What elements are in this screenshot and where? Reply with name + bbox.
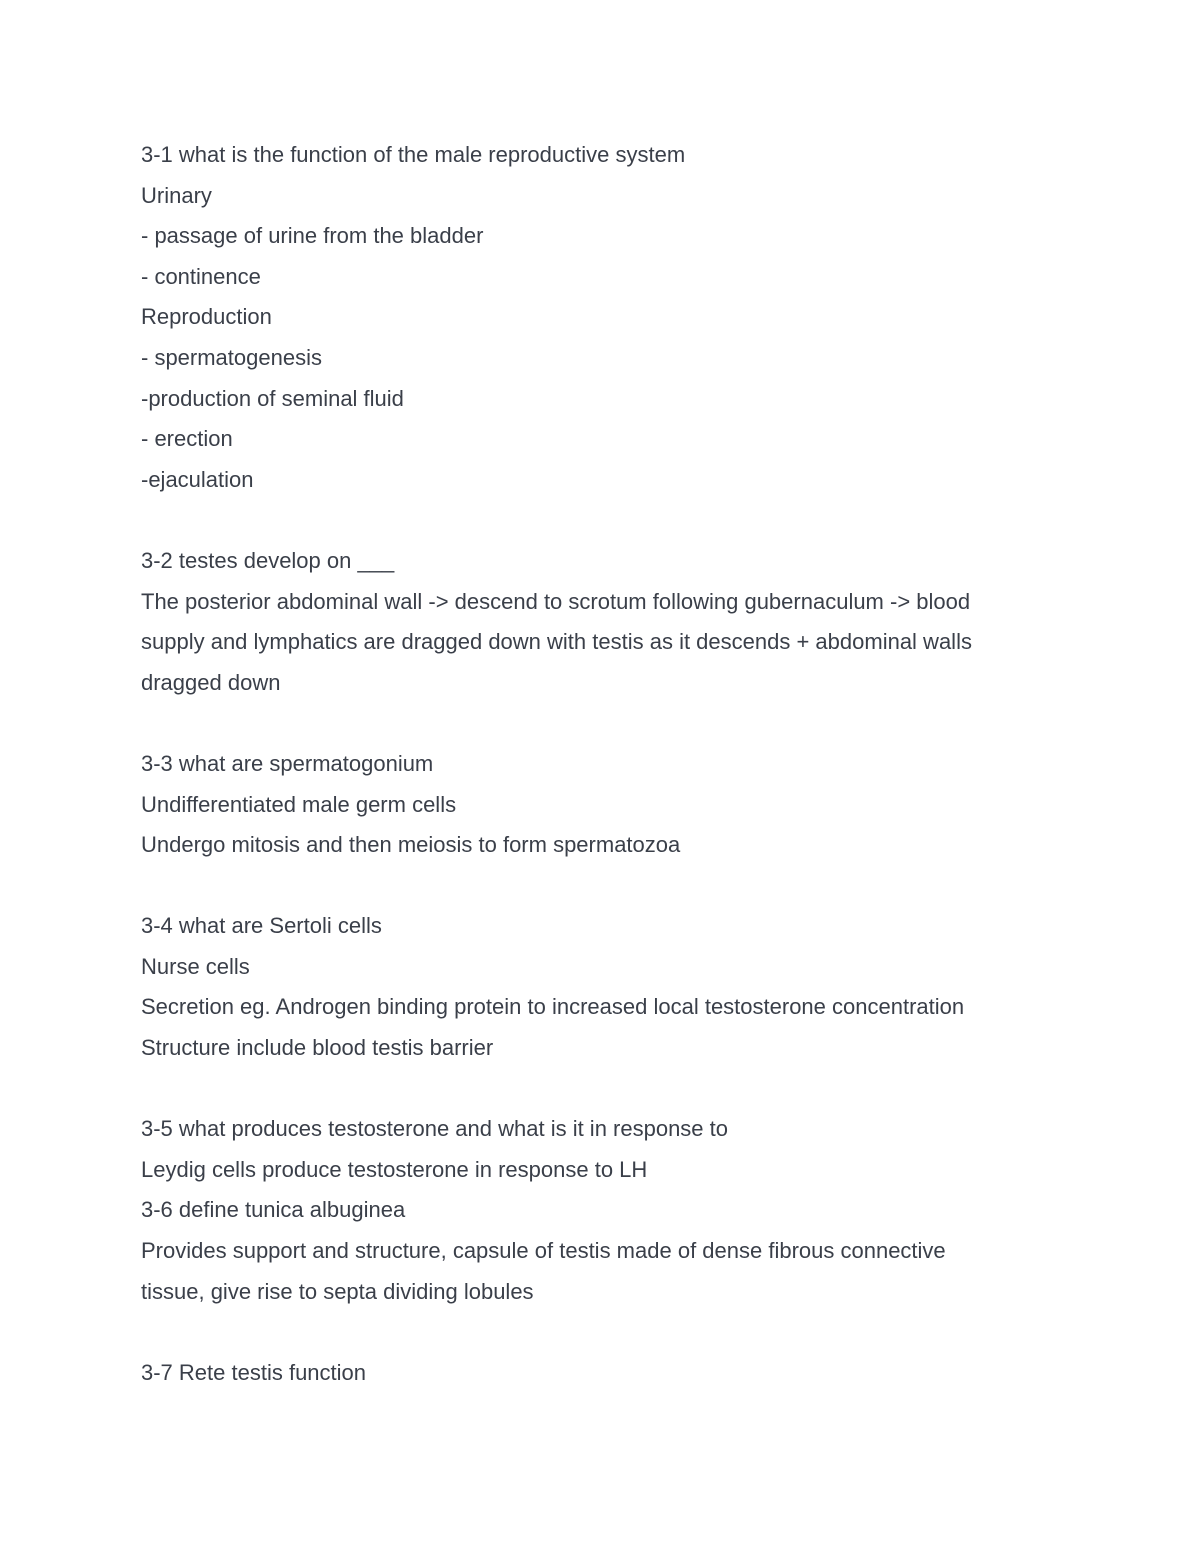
question-3-1: 3-1 what is the function of the male reproductive system	[141, 142, 686, 167]
answer-line: -production of seminal fluid	[141, 385, 404, 411]
answer-line: -ejaculation	[141, 466, 254, 492]
answer-line: Undifferentiated male germ cells	[141, 791, 457, 817]
blank-line	[141, 1069, 1041, 1110]
answer-line: - continence	[141, 263, 261, 289]
answer-line: - spermatogenesis	[141, 344, 322, 370]
question-3-3: 3-3 what are spermatogonium	[141, 750, 434, 776]
blank-line	[141, 866, 1041, 907]
blank-line	[141, 1312, 1041, 1353]
answer-line: The posterior abdominal wall -> descend to scrotum following gubernaculum -> blood	[141, 588, 971, 614]
answer-line: dragged down	[141, 669, 281, 695]
question-3-7: 3-7 Rete testis function	[141, 1359, 367, 1385]
document-page	[141, 135, 1041, 1393]
answer-line: Provides support and structure, capsule of testis made of dense fibrous connective	[141, 1238, 946, 1264]
answer-line: Urinary	[141, 182, 212, 208]
question-3-6: 3-6 define tunica albuginea	[141, 1197, 406, 1223]
answer-line: supply and lymphatics are dragged down with testis as it descends + abdominal walls	[141, 629, 972, 655]
answer-line: Structure include blood testis barrier	[141, 1035, 494, 1061]
answer-line: Secretion eg. Androgen binding protein to increased local testosterone concentration	[141, 994, 965, 1020]
answer-line: tissue, give rise to septa dividing lobules	[141, 1278, 534, 1304]
question-3-2: 3-2 testes develop on ___	[141, 547, 395, 573]
answer-line: Reproduction	[141, 304, 272, 330]
answer-line: - passage of urine from the bladder	[141, 223, 484, 249]
answer-line: Leydig cells produce testosterone in response to LH	[141, 1156, 648, 1182]
question-3-4: 3-4 what are Sertoli cells	[141, 913, 382, 939]
blank-line	[141, 703, 1041, 744]
blank-line	[141, 500, 1041, 541]
question-3-5: 3-5 what produces testosterone and what is it in response to	[141, 1116, 729, 1142]
answer-line: Undergo mitosis and then meiosis to form spermatozoa	[141, 832, 681, 858]
answer-line: - erection	[141, 426, 233, 452]
answer-line: Nurse cells	[141, 953, 250, 979]
